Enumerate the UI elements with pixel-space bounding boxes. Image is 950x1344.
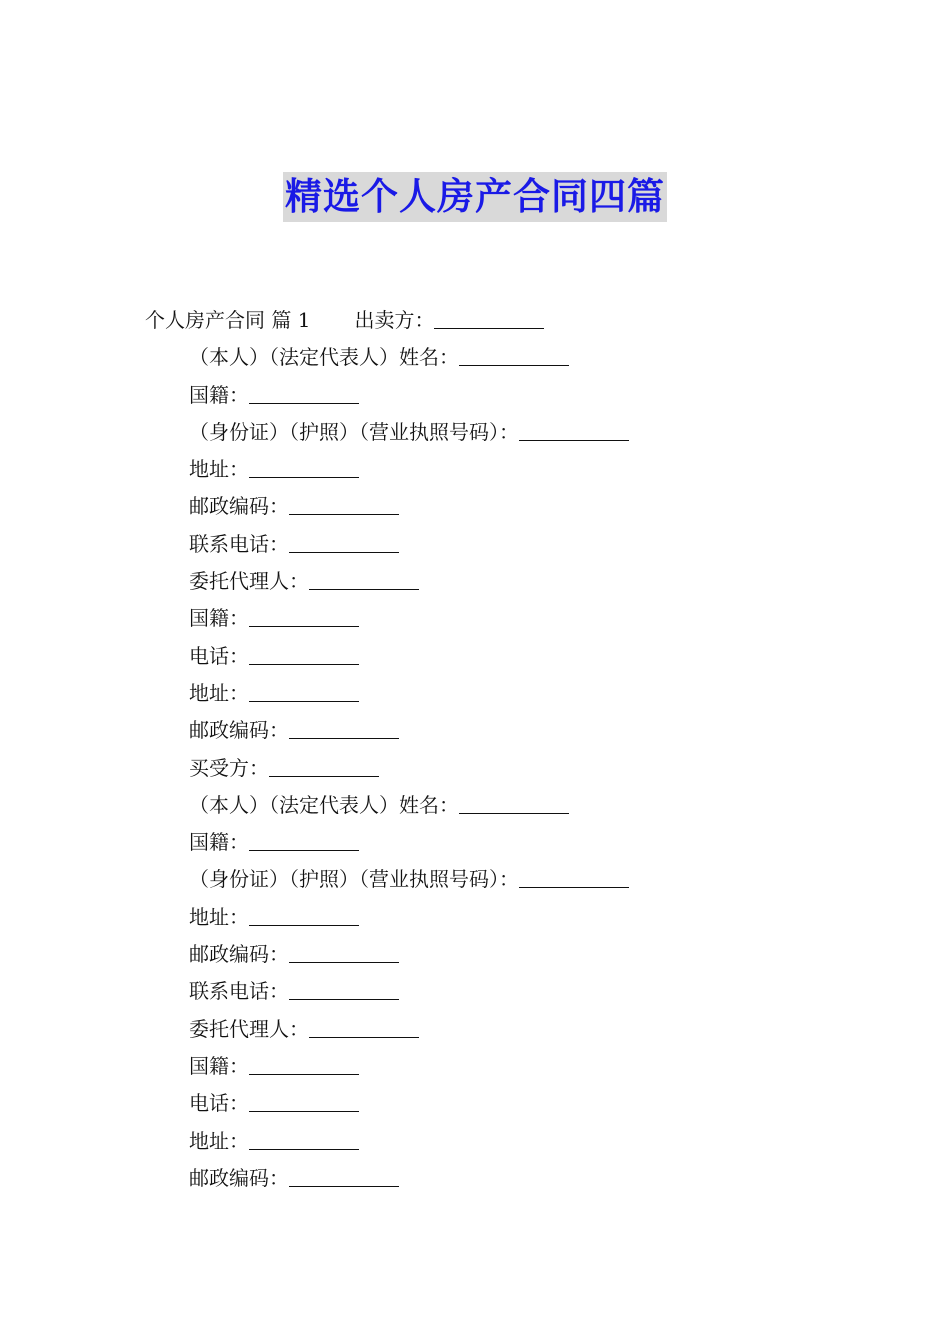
section-heading: 个人房产合同 篇 1 — [145, 308, 311, 332]
field-label: （身份证）（护照）（营业执照号码）： — [189, 419, 519, 444]
form-line — [0, 1160, 950, 1197]
fill-in-blank[interactable] — [309, 1013, 419, 1038]
fill-in-blank[interactable] — [459, 341, 569, 366]
form-line — [0, 899, 950, 936]
field-label: 联系电话： — [189, 531, 289, 556]
fill-in-blank[interactable] — [434, 304, 544, 329]
fill-in-blank[interactable] — [289, 490, 399, 515]
fill-in-blank[interactable] — [249, 901, 359, 926]
form-line — [0, 750, 950, 787]
fill-in-blank[interactable] — [309, 565, 419, 590]
form-line — [0, 1011, 950, 1048]
form-line — [0, 936, 950, 973]
fill-in-blank[interactable] — [249, 826, 359, 851]
form-line — [0, 1085, 950, 1122]
fill-in-blank[interactable] — [249, 1125, 359, 1150]
fill-in-blank[interactable] — [249, 379, 359, 404]
field-label: （身份证）（护照）（营业执照号码）： — [189, 867, 519, 892]
fill-in-blank[interactable] — [289, 975, 399, 1000]
field-label: 邮政编码： — [189, 494, 289, 519]
field-label: 地址： — [189, 680, 249, 705]
fill-in-blank[interactable] — [249, 1050, 359, 1075]
form-line — [0, 1123, 950, 1160]
fill-in-blank[interactable] — [249, 640, 359, 665]
field-label: 邮政编码： — [189, 942, 289, 967]
fill-in-blank[interactable] — [459, 789, 569, 814]
field-label: （本人）（法定代表人）姓名： — [189, 345, 459, 370]
form-line — [0, 451, 950, 488]
field-label: 地址： — [189, 904, 249, 929]
field-label: 联系电话： — [189, 979, 289, 1004]
fill-in-blank[interactable] — [249, 453, 359, 478]
field-label: 国籍： — [189, 606, 249, 631]
field-label: 地址： — [189, 457, 249, 482]
field-label: （本人）（法定代表人）姓名： — [189, 792, 459, 817]
field-label: 国籍： — [189, 1053, 249, 1078]
field-label: 电话： — [189, 643, 249, 668]
title-container — [0, 172, 950, 222]
field-label: 邮政编码： — [189, 718, 289, 743]
field-label: 国籍： — [189, 382, 249, 407]
fill-in-blank[interactable] — [289, 528, 399, 553]
fill-in-blank[interactable] — [269, 752, 379, 777]
field-label: 委托代理人： — [189, 569, 309, 594]
fill-in-blank[interactable] — [289, 714, 399, 739]
form-line — [0, 824, 950, 861]
field-label: 委托代理人： — [189, 1016, 309, 1041]
form-line — [0, 861, 950, 898]
fill-in-blank[interactable] — [249, 677, 359, 702]
fill-in-blank[interactable] — [519, 416, 629, 441]
form-line — [0, 339, 950, 376]
fill-in-blank[interactable] — [289, 938, 399, 963]
form-line — [0, 414, 950, 451]
form-line — [0, 787, 950, 824]
fill-in-blank[interactable] — [249, 1087, 359, 1112]
document-title: 精选个人房产合同四篇 — [283, 172, 667, 222]
form-line — [0, 1048, 950, 1085]
field-label: 电话： — [189, 1091, 249, 1116]
form-line — [0, 638, 950, 675]
seller-label: 出卖方： — [354, 308, 435, 332]
form-line — [0, 377, 950, 414]
field-label: 地址： — [189, 1128, 249, 1153]
field-label: 国籍： — [189, 830, 249, 855]
form-line — [0, 712, 950, 749]
form-line — [0, 675, 950, 712]
intro-line — [0, 302, 950, 339]
form-line — [0, 600, 950, 637]
form-line — [0, 973, 950, 1010]
form-line — [0, 488, 950, 525]
fill-in-blank[interactable] — [249, 602, 359, 627]
form-line — [0, 526, 950, 563]
field-label: 邮政编码： — [189, 1165, 289, 1190]
field-label: 买受方： — [189, 755, 269, 780]
fill-in-blank[interactable] — [289, 1162, 399, 1187]
form-line — [0, 563, 950, 600]
fill-in-blank[interactable] — [519, 863, 629, 888]
form-lines — [0, 302, 950, 1197]
